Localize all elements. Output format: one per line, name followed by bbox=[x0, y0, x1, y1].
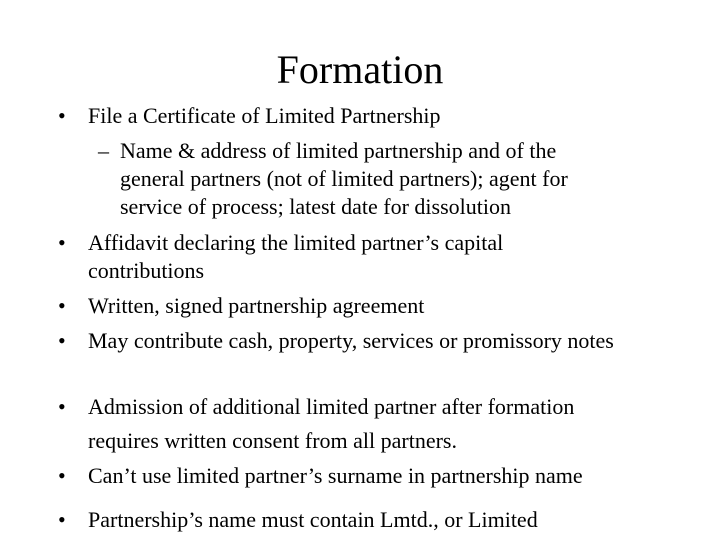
bullet-text: Partnership’s name must contain Lmtd., or Limited bbox=[88, 507, 538, 532]
bullet-contributions bbox=[58, 327, 638, 355]
bullet-name-requirement bbox=[58, 506, 668, 534]
bullet-text: Affidavit declaring the limited partner’s capital contributions bbox=[88, 230, 504, 283]
bullet-text: Written, signed partnership agreement bbox=[88, 293, 425, 318]
bullet-affidavit bbox=[58, 229, 558, 285]
bullet-text: May contribute cash, property, services or promissory notes bbox=[88, 328, 614, 353]
bullet-marker: • bbox=[58, 463, 66, 488]
bullet-marker: • bbox=[58, 230, 66, 255]
bullet-text: Admission of additional limited partner after formation requires written consent from all partners. bbox=[88, 394, 575, 453]
bullet-text: Can’t use limited partner’s surname in partnership name bbox=[88, 463, 583, 488]
sub-bullet-marker: – bbox=[98, 138, 109, 163]
bullet-text: File a Certificate of Limited Partnership bbox=[88, 103, 441, 128]
bullet-marker: • bbox=[58, 328, 66, 353]
sub-bullet-certificate-contents bbox=[98, 137, 608, 221]
bullet-agreement bbox=[58, 292, 668, 320]
bullet-marker: • bbox=[58, 103, 66, 128]
bullet-admission bbox=[58, 390, 638, 458]
bullet-surname bbox=[58, 462, 668, 490]
slide-title: Formation bbox=[276, 47, 444, 92]
sub-bullet-text: Name & address of limited partnership and of the general partners (not of limited partners); agent for service of process; latest date for dissolution bbox=[120, 138, 568, 219]
bullet-marker: • bbox=[58, 507, 66, 532]
bullet-marker: • bbox=[58, 293, 66, 318]
bullet-marker: • bbox=[58, 394, 66, 419]
bullet-certificate bbox=[58, 102, 668, 130]
